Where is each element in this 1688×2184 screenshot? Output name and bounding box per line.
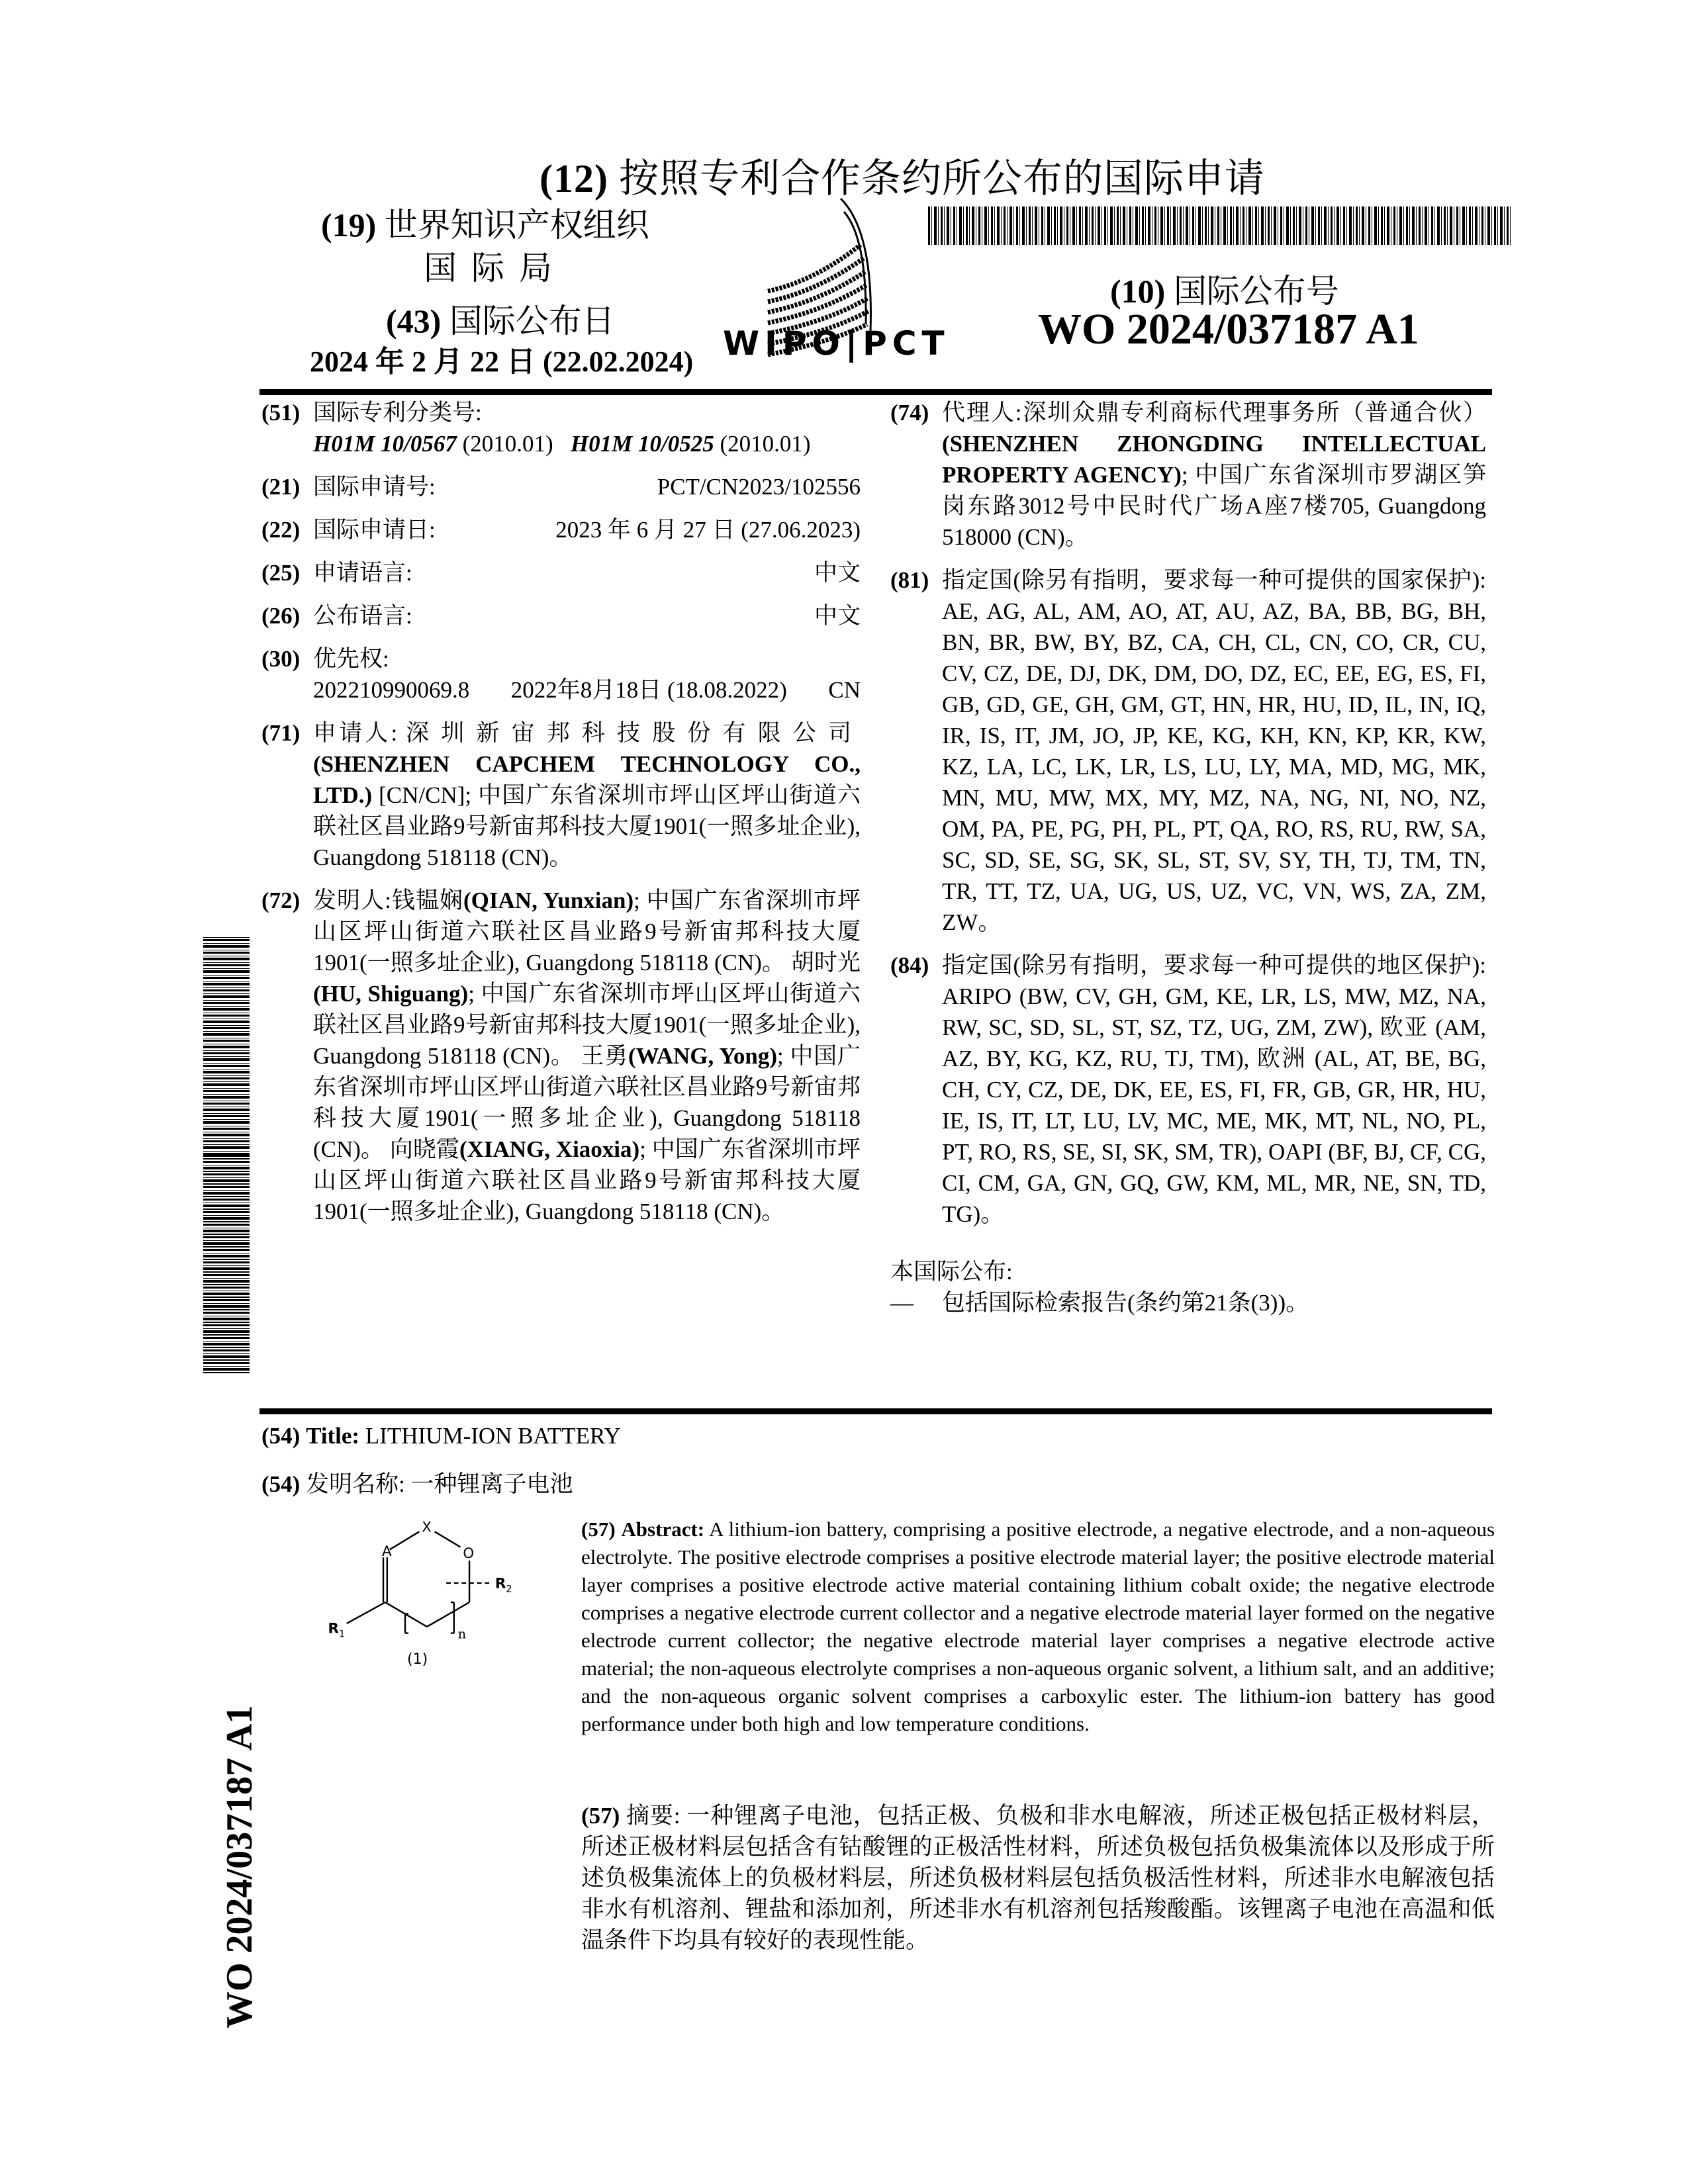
inid-code: (57) (581, 1803, 620, 1829)
inid-code: (26) (261, 603, 301, 629)
applicant-name-en: (SHENZHEN CAPCHEM TECHNOLOGY CO., LTD.) (313, 751, 861, 808)
designated-regions-list: 指定国(除另有指明，要求每一种可提供的地区保护): ARIPO (BW, CV, GH, GM, KE, LR, LS, MW, MZ, NA, RW, SC, SD, SL, ST, SZ, TZ, UG, ZM, ZW), 欧亚 (AM, AZ, BY, KG, KZ, RU, TJ, TM), 欧洲 (AL, AT, BE, BG, CH, CY, CZ, DE, DK, EE, ES, FI, FR, GB, GR, HR, HU, IE, IS, IT, LT, LU, LV, MC, ME, MK, MT, NL, NO, PL, PT, RO, RS, SE, SI, SK, SM, TR), OAPI (BF, BJ, CF, CG, CI, CM, GA, GN, GQ, GW, KM, ML, MR, NE, SN, TD, TG)。 (942, 952, 1486, 1227)
group-r1-subscript: 1 (339, 1628, 346, 1640)
field-label: 发明人: (313, 887, 391, 913)
atom-o: O (463, 1545, 475, 1563)
inventor-address: ; 中国广东省深圳市坪山区坪山街道六联社区昌业路9号新宙邦科技大厦1901(一照多址企业), Guangdong 518118 (CN)。 (313, 981, 861, 1069)
wipo-pct-wordmark: WIPO|PCT (723, 324, 950, 363)
inid-code: (51) (261, 400, 301, 426)
agent-address: ; 中国广东省深圳市罗湖区笋岗东路3012号中民时代广场A座7楼705, Guangdong 518000 (CN)。 (942, 462, 1486, 550)
atom-x: X (422, 1519, 432, 1536)
title-text: LITHIUM-ION BATTERY (365, 1423, 621, 1449)
field-value: 2023 年 6 月 27 日 (27.06.2023) (555, 517, 861, 543)
inid-code: (30) (261, 646, 301, 672)
inid-code: (10) (1110, 273, 1166, 310)
bibliographic-right-column (890, 397, 1486, 1318)
field-label: 国际申请日: (313, 517, 436, 543)
inid-code: (22) (261, 517, 301, 543)
inventor-name-zh: 胡时光 (790, 950, 861, 976)
field-label: 国际申请号: (313, 474, 436, 500)
title-english (261, 1423, 621, 1449)
abstract-english (581, 1516, 1495, 1738)
inid-code: (57) (581, 1518, 616, 1541)
published-item (890, 1287, 1486, 1318)
priority-country: CN (828, 677, 861, 703)
publication-date-label (386, 295, 615, 342)
chemical-structure-figure (318, 1502, 536, 1661)
applicant-address: [CN/CN]; 中国广东省深圳市坪山区坪山街道六联社区昌业路9号新宙邦科技大厦1901(一照多址企业), Guangdong 518118 (CN)。 (313, 782, 861, 870)
vertical-publication-number: WO 2024/037187 A1 (219, 1705, 260, 2028)
title-text: 一种锂离子电池 (410, 1471, 573, 1497)
field-label: 公布语言: (313, 603, 412, 629)
published-with (890, 1256, 1486, 1318)
inid-code: (72) (261, 887, 301, 913)
field-label: 国际专利分类号: (313, 400, 482, 426)
ipc-version: (2010.01) (462, 431, 553, 457)
inventor-name-en: (WANG, Yong) (628, 1043, 778, 1069)
group-r1: R (328, 1620, 339, 1637)
ipc-values (313, 428, 861, 459)
application-number (261, 471, 861, 502)
field-value: 中文 (814, 603, 861, 629)
divider-rule (259, 1408, 1492, 1414)
field-value: 中文 (814, 560, 861, 586)
field-label: 申请语言: (313, 560, 412, 586)
published-item-text: 包括国际检索报告(条约第21条(3))。 (942, 1290, 1309, 1316)
applicant (261, 717, 861, 873)
designated-states (890, 565, 1486, 938)
inventor-name-en: (XIANG, Xiaoxia) (459, 1136, 640, 1162)
inventor-name-en: (QIAN, Yunxian) (463, 887, 634, 913)
designated-states-list: 指定国(除另有指明，要求每一种可提供的国家保护): AE, AG, AL, AM, AO, AT, AU, AZ, BA, BB, BG, BH, BN, BR, BW, BY, BZ, CA, CH, CL, CN, CO, CR, CU, CV, CZ, DE, DJ, DK, DM, DO, DZ, EC, EE, EG, ES, FI, GB, GD, GE, GH, GM, GT, HN, HR, HU, ID, IL, IN, IQ, IR, IS, IT, JM, JO, JP, KE, KG, KH, KN, KP, KR, KW, KZ, LA, LC, LK, LR, LS, LU, LY, MA, MD, MG, MK, MN, MU, MW, MX, MY, MZ, NA, NG, NI, NO, NZ, OM, PA, PE, PG, PH, PL, PT, QA, RO, RS, RU, RW, SA, SC, SD, SE, SG, SK, SL, ST, SV, SY, TH, TJ, TM, TN, TR, TT, TZ, UA, UG, US, UZ, VC, VN, WS, ZA, ZM, ZW。 (942, 567, 1486, 935)
inid-code: (71) (261, 720, 301, 746)
designated-regions (890, 950, 1486, 1230)
priority-number: 202210990069.8 (313, 677, 470, 703)
inventor-address: ; 中国广东省深圳市坪山区坪山街道六联社区昌业路9号新宙邦科技大厦1901(一照多址企业), Guangdong 518118 (CN)。 (313, 887, 861, 976)
bureau-name: 国际局 (424, 250, 567, 287)
ipc-version: (2010.01) (720, 431, 811, 457)
inid-code: (25) (261, 560, 301, 586)
organization-name (321, 199, 649, 246)
publication-number: WO 2024/037187 A1 (1038, 305, 1419, 353)
inid-code: (81) (890, 567, 929, 593)
formula-label: (1) (407, 1651, 428, 1668)
label-text: 国际公布日 (449, 302, 615, 340)
inid-code: (74) (890, 400, 929, 426)
atom-a: A (382, 1543, 392, 1561)
agent-name-en: (SHENZHEN ZHONGDING INTELLECTUAL PROPERTY AGENCY) (942, 431, 1486, 488)
title-chinese (261, 1466, 573, 1499)
publication-language (261, 600, 861, 631)
agent (890, 397, 1486, 553)
inventor-name-en: (HU, Shiguang) (313, 981, 469, 1007)
title-label: Title: (306, 1423, 360, 1449)
published-label: 本国际公布: (890, 1259, 1013, 1285)
priority-date: 2022年8月18日 (18.08.2022) (510, 677, 787, 703)
filing-language (261, 557, 861, 588)
divider-rule (259, 389, 1492, 395)
ipc-class: H01M 10/0567 (313, 431, 457, 457)
title-label: 发明名称: (306, 1471, 405, 1497)
ipc-classification (261, 397, 861, 459)
inventor-address: ; 中国广东省深圳市坪山区坪山街道六联社区昌业路9号新宙邦科技大厦1901(一照多址企业), Guangdong 518118 (CN)。 (313, 1136, 861, 1224)
document-type: 按照专利合作条约所公布的国际申请 (618, 157, 1265, 201)
inventor-name-zh: 向晓霞 (389, 1136, 459, 1162)
barcode-side (203, 936, 250, 1155)
abstract-label: 摘要: (626, 1803, 680, 1829)
inventor-name-zh: 钱韫娴 (391, 887, 464, 913)
ipc-class: H01M 10/0525 (570, 431, 714, 457)
dash: — (890, 1290, 914, 1316)
field-label: 优先权: (313, 646, 389, 672)
field-label: 代理人: (942, 400, 1022, 426)
label-text: 国际公布号 (1173, 273, 1339, 310)
field-label: 申请人: (313, 720, 398, 746)
inventors (261, 885, 861, 1227)
publication-date: 2024 年 2 月 22 日 (22.02.2024) (310, 345, 694, 378)
inventor-name-zh: 王勇 (581, 1043, 628, 1069)
inid-code: (54) (261, 1423, 301, 1449)
inid-code: (84) (890, 952, 929, 978)
inventor-address: ; 中国广东省深圳市坪山区坪山街道六联社区昌业路9号新宙邦科技大厦1901(一照多址企业), Guangdong 518118 (CN)。 (313, 1043, 861, 1162)
inid-code: (54) (261, 1471, 301, 1497)
barcode-side-lower (203, 1155, 250, 1373)
organization-label: 世界知识产权组织 (384, 206, 649, 244)
abstract-text: 一种锂离子电池，包括正极、负极和非水电解液，所述正极包括正极材料层，所述正极材料层包括含有钴酸锂的正极活性材料，所述负极包括负极集流体以及形成于所述负极集流体上的负极材料层，所述负极材料层包括负极活性材料，所述非水电解液包括非水有机溶剂、锂盐和添加剂，所述非水有机溶剂包括羧酸酯。该锂离子电池在高温和低温条件下均具有较好的表现性能。 (581, 1803, 1495, 1953)
abstract-text: A lithium-ion battery, comprising a positive electrode, a negative electrode, and a non-aqueous electrolyte. The positive electrode comprises a positive electrode material layer; the positive electrode material layer comprises a positive electrode active material containing lithium cobalt oxide; the negative electrode comprises a negative electrode current collector and a negative electrode material layer formed on the negative electrode current collector; the negative electrode material layer comprises a negative electrode active material; the non-aqueous electrolyte comprises a non-aqueous organic solvent, a lithium salt, and an additive; and the non-aqueous organic solvent comprises a carboxylic ester. The lithium-ion battery has good performance under both high and low temperature conditions. (581, 1518, 1495, 1735)
bibliographic-left-column (261, 397, 861, 1239)
group-r2-subscript: 2 (506, 1583, 512, 1595)
priority (261, 643, 861, 705)
abstract-label: Abstract: (621, 1518, 705, 1541)
application-date (261, 514, 861, 545)
inid-code: (21) (261, 474, 301, 500)
inid-code: (43) (386, 302, 442, 340)
priority-row (313, 674, 861, 705)
inid-code: (19) (321, 206, 377, 244)
barcode-top (928, 206, 1511, 245)
repeat-n: n (457, 1626, 467, 1642)
field-value: PCT/CN2023/102556 (657, 474, 861, 500)
agent-name-zh: 深圳众鼎专利商标代理事务所（普通合伙） (1021, 400, 1486, 426)
inid-code: (12) (539, 157, 608, 201)
applicant-name-zh: 深圳新宙邦科技股份有限公司 (406, 720, 861, 746)
abstract-chinese (581, 1800, 1495, 1956)
group-r2: R (494, 1575, 506, 1592)
